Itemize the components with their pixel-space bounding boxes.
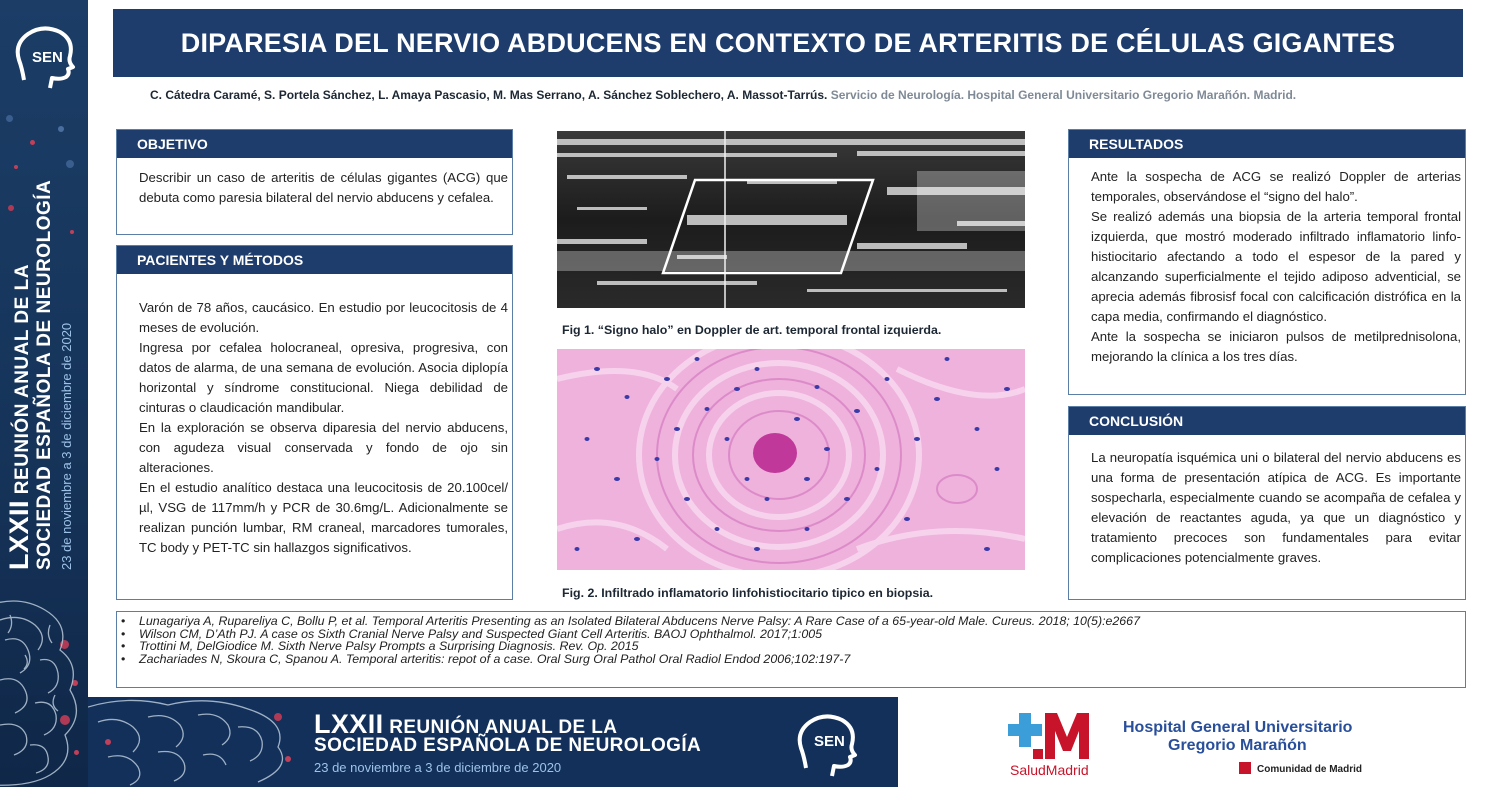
metodos-paragraph: En la exploración se observa diparesia del nervio abducens, con agudeza visual conservada y fondo de ojo sin alteraciones. xyxy=(139,420,508,475)
side-dates: 23 de noviembre a 3 de diciembre de 2020 xyxy=(59,322,74,570)
references-box xyxy=(116,611,1466,688)
resultados-paragraph: Se realizó además una biopsia de la arteria temporal frontal izquierda, que mostró moderado infiltrado inflamatorio linfo-histiocitario afectando a todo el espesor de la pared y alcanzando superficialmente el tejido adiposo adventicial, se aprecia además fibrosisf focal con calcificación distrófica en la capa media, confirmando el diagnóstico. xyxy=(1091,209,1461,324)
resultados-panel xyxy=(1068,129,1466,395)
reference-item: • Wilson CM, D’Ath PJ. A case os Sixth Cranial Nerve Palsy and Suspected Giant Cell Arteritis. BAOJ Ophthalmol. 2017;1:005 xyxy=(121,626,823,641)
banner-roman-numeral: LXXII xyxy=(314,709,384,739)
metodos-paragraph: Varón de 78 años, caucásico. En estudio por leucocitosis de 4 meses de evolución. xyxy=(139,300,508,335)
reference-text: Lunagariya A, Rupareliya C, Bollu P, et al. Temporal Arteritis Presenting as an Isolated Bilateral Abducens Nerve Palsy: A Rare Case of a 65-year-old Male. Cureus. 2018; 10(5):e2667 xyxy=(139,614,1140,628)
conclusion-paragraph: La neuropatía isquémica uni o bilateral del nervio abducens es una forma de presentación atípica de ACG. Es importante sospecharla, especialmente cuando se acompaña de cefalea y elevación de reactantes aguda, ya que un diagnóstico y tratamiento precoces son fundamentales para evitar complicaciones potencialmente graves. xyxy=(1091,450,1461,565)
brain-illustration-icon xyxy=(0,595,88,787)
biopsy-image xyxy=(557,349,1025,570)
conclusion-heading: CONCLUSIÓN xyxy=(1069,407,1465,435)
conference-banner xyxy=(88,697,898,787)
banner-line1-text: REUNIÓN ANUAL DE LA xyxy=(389,717,618,738)
side-conference-title xyxy=(4,50,78,570)
objetivo-panel xyxy=(116,129,513,235)
doppler-image xyxy=(557,131,1025,308)
affiliation: Servicio de Neurología. Hospital General Universitario Gregorio Marañón. Madrid. xyxy=(830,88,1297,102)
resultados-text xyxy=(1091,167,1461,367)
metodos-panel xyxy=(116,245,513,600)
objetivo-text xyxy=(139,168,508,208)
objetivo-heading: OBJETIVO xyxy=(117,130,512,158)
reference-text: Trottini M, DelGiodice M. Sixth Nerve Palsy Prompts a Surprising Diagnosis. Rev. Op. 2015 xyxy=(139,639,639,653)
conclusion-panel xyxy=(1068,406,1466,600)
metodos-text xyxy=(139,298,508,558)
title-bar xyxy=(113,9,1463,77)
metodos-heading: PACIENTES Y MÉTODOS xyxy=(117,246,512,274)
side-line1: REUNIÓN ANUAL DE LA xyxy=(12,264,33,495)
resultados-paragraph: Ante la sospecha de ACG se realizó Doppler de arterias temporales, observándose el “signo del halo”. xyxy=(1091,169,1461,204)
sidebar-banner xyxy=(0,0,88,787)
conclusion-text xyxy=(1091,448,1461,568)
brain-banner-icon xyxy=(88,697,298,787)
metodos-paragraph: En el estudio analítico destaca una leucocitosis de 20.100cel/µl, VSG de 117mm/h y PCR de 30.6mg/L. Adicionalmente se realizan punción lumbar, RM craneal, marcadores tumorales, TC body y PET-TC sin hallazgos significativos. xyxy=(139,480,508,555)
reference-item: • Lunagariya A, Rupareliya C, Bollu P, et al. Temporal Arteritis Presenting as an Isolated Bilateral Abducens Nerve Palsy: A Rare Case of a 65-year-old Male. Cureus. 2018; 10(5):e2667 xyxy=(121,614,1140,628)
salud-madrid-label: SaludMadrid xyxy=(1010,762,1089,778)
svg-text:SEN: SEN xyxy=(32,49,63,66)
banner-line2: SOCIEDAD ESPAÑOLA DE NEUROLOGÍA xyxy=(314,735,702,756)
reference-text: Zachariades N, Skoura C, Spanou A. Temporal arteritis: repot of a case. Oral Surg Oral Pathol Oral Radiol Endod 2006;102:197-7 xyxy=(139,651,851,666)
reference-item: • Trottini M, DelGiodice M. Sixth Nerve Palsy Prompts a Surprising Diagnosis. Rev. Op. 2015 xyxy=(121,639,639,653)
side-line2: SOCIEDAD ESPAÑOLA DE NEUROLOGÍA xyxy=(34,179,55,570)
fig1-caption: Fig 1. “Signo halo” en Doppler de art. temporal frontal izquierda. xyxy=(562,323,942,337)
authors-line xyxy=(150,88,1470,102)
sen-logo-icon xyxy=(792,710,862,780)
comunidad-madrid-label: Comunidad de Madrid xyxy=(1257,764,1362,775)
hospital-name-line2: Gregorio Marañón xyxy=(1168,737,1307,754)
authors-names: C. Cátedra Caramé, S. Portela Sánchez, L. Amaya Pascasio, M. Mas Serrano, A. Sánchez Soblechero, A. Massot-Tarrús. xyxy=(150,88,828,102)
svg-text:SEN: SEN xyxy=(814,733,845,750)
poster-title: DIPARESIA DEL NERVIO ABDUCENS EN CONTEXTO DE ARTERITIS DE CÉLULAS GIGANTES xyxy=(180,27,1396,58)
resultados-heading: RESULTADOS xyxy=(1069,130,1465,158)
objetivo-paragraph: Describir un caso de arteritis de células gigantes (ACG) que debuta como paresia bilateral del nervio abducens y cefalea. xyxy=(139,170,508,205)
resultados-paragraph: Ante la sospecha se iniciaron pulsos de metilprednisolona, mejorando la clínica a los tres días. xyxy=(1091,329,1461,364)
side-roman-numeral: LXXII xyxy=(4,499,34,570)
banner-dates: 23 de noviembre a 3 de diciembre de 2020 xyxy=(314,760,562,775)
metodos-paragraph: Ingresa por cefalea holocraneal, opresiva, progresiva, con datos de alarma, de una semana de evolución. Asocia diplopía horizontal y síndrome constitucional. Niega debilidad de cinturas o claudicación mandibular. xyxy=(139,340,508,415)
fig2-caption: Fig. 2. Infiltrado inflamatorio linfohistiocitario tipico en biopsia. xyxy=(562,586,934,600)
hospital-name-line1: Hospital General Universitario xyxy=(1123,719,1353,736)
reference-item: • Zachariades N, Skoura C, Spanou A. Temporal arteritis: repot of a case. Oral Surg Oral Pathol Oral Radiol Endod 2006;102:197-7 xyxy=(121,651,851,666)
reference-text: Wilson CM, D’Ath PJ. A case os Sixth Cranial Nerve Palsy and Suspected Giant Cell Arteritis. BAOJ Ophthalmol. 2017;1:005 xyxy=(139,626,823,641)
